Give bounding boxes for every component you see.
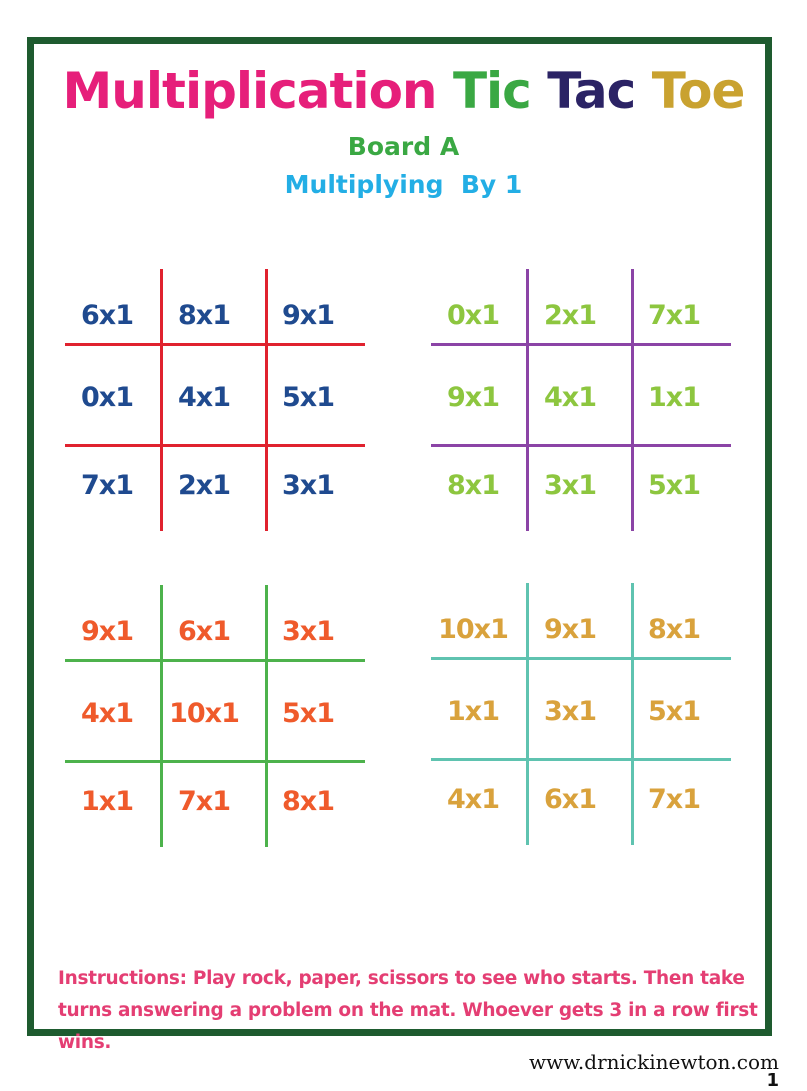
grid-line [431,758,731,761]
board-cell[interactable]: 0x1 [447,300,499,331]
board-cell[interactable]: 2x1 [544,300,596,331]
board-cell[interactable]: 8x1 [447,470,499,501]
grid-line [431,657,731,660]
board-cell[interactable]: 4x1 [81,698,133,729]
instructions-text: Instructions: Play rock, paper, scissors to see who starts. Then take turns answering a problem on the mat. Whoever gets 3 in a row first wins. [58,968,758,1053]
board-cell[interactable]: 5x1 [282,698,334,729]
board-cell[interactable]: 7x1 [648,300,700,331]
board-cell[interactable]: 5x1 [648,696,700,727]
board-cell[interactable]: 4x1 [544,382,596,413]
board-cell[interactable]: 9x1 [447,382,499,413]
grid-line [65,343,365,346]
board-label: Board A [347,132,460,161]
board-cell[interactable]: 6x1 [544,784,596,815]
board-bottom-right [431,583,741,845]
board-cell[interactable]: 6x1 [178,616,230,647]
grid-line [65,444,365,447]
title-toe: Toe [651,62,745,120]
board-cell[interactable]: 7x1 [178,786,230,817]
board-cell[interactable]: 4x1 [447,784,499,815]
board-cell[interactable]: 5x1 [648,470,700,501]
subtitle: Multiplying By 1 [284,170,523,199]
board-cell[interactable]: 8x1 [178,300,230,331]
board-cell[interactable]: 1x1 [81,786,133,817]
board-bottom-left [65,585,375,847]
board-cell[interactable]: 1x1 [648,382,700,413]
board-cell[interactable]: 9x1 [81,616,133,647]
board-cell[interactable]: 1x1 [447,696,499,727]
board-cell[interactable]: 8x1 [282,786,334,817]
grid-line [431,444,731,447]
title-tac: Tac [547,62,636,120]
board-cell[interactable]: 3x1 [544,470,596,501]
board-cell[interactable]: 3x1 [282,616,334,647]
board-cell[interactable]: 7x1 [648,784,700,815]
grid-line [431,343,731,346]
title-multiplication: Multiplication [62,62,437,120]
board-cell[interactable]: 9x1 [544,614,596,645]
board-top-right [431,269,741,531]
board-cell[interactable]: 7x1 [81,470,133,501]
page-number: 1 [766,1070,779,1091]
board-cell[interactable]: 3x1 [282,470,334,501]
board-cell[interactable]: 4x1 [178,382,230,413]
page-title [0,62,807,120]
board-cell[interactable]: 6x1 [81,300,133,331]
title-tic: Tic [452,62,531,120]
board-cell[interactable]: 3x1 [544,696,596,727]
board-cell[interactable]: 10x1 [438,614,508,645]
board-cell[interactable]: 2x1 [178,470,230,501]
footer-website: www.drnickinewton.com [528,1050,779,1074]
board-top-left [65,269,375,531]
board-cell[interactable]: 8x1 [648,614,700,645]
board-cell[interactable]: 10x1 [169,698,239,729]
grid-line [65,760,365,763]
board-cell[interactable]: 0x1 [81,382,133,413]
board-cell[interactable]: 9x1 [282,300,334,331]
board-cell[interactable]: 5x1 [282,382,334,413]
grid-line [65,659,365,662]
